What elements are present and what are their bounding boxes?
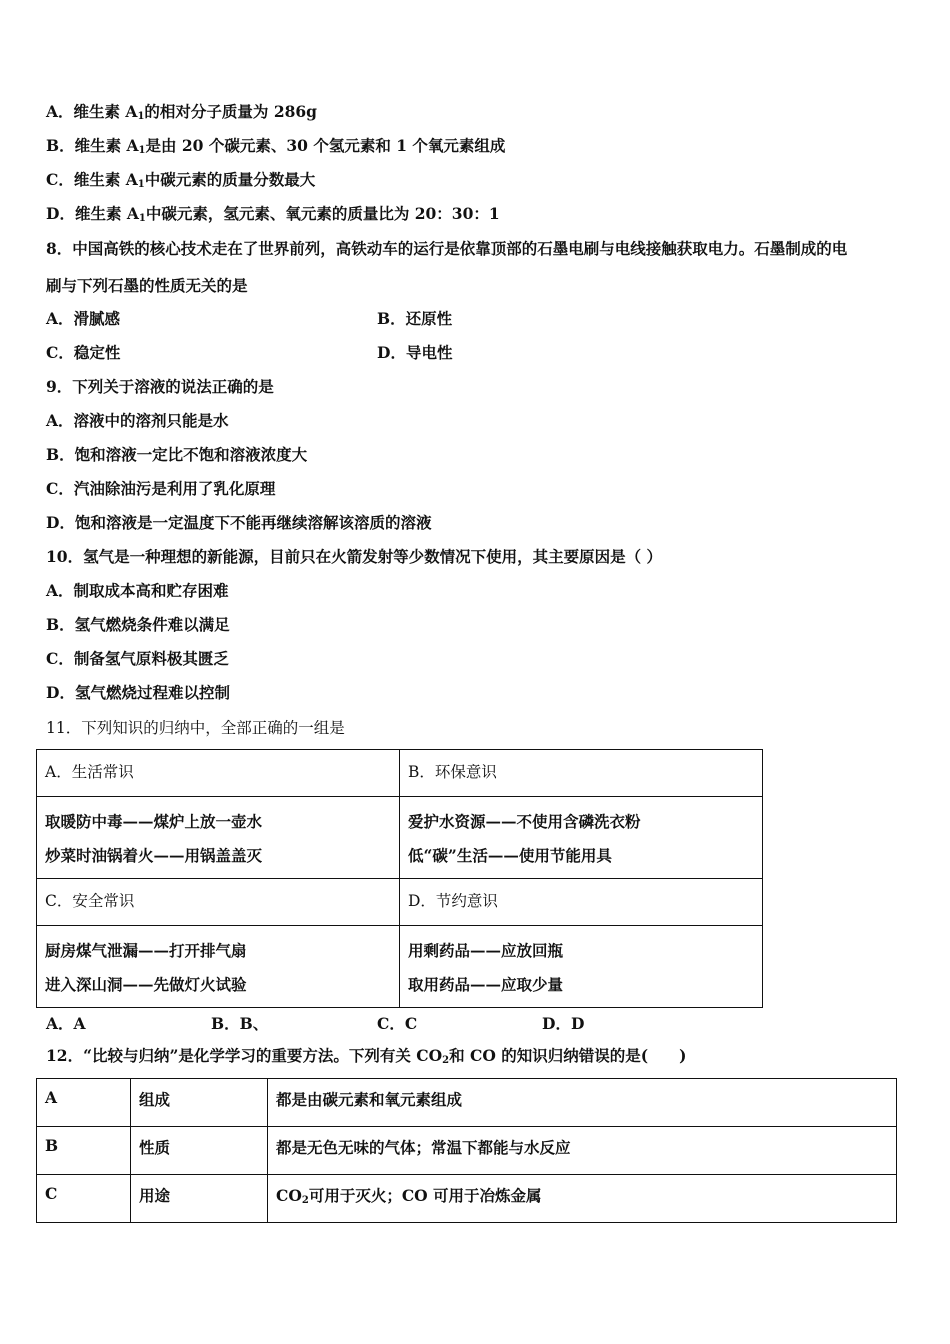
- q12-row-a: [37, 1079, 897, 1127]
- q12-key: B: [37, 1127, 131, 1175]
- q11-option-b: B．B、: [211, 1014, 269, 1033]
- q10-option-d: D．氢气燃烧过程难以控制: [46, 683, 230, 702]
- q11-cell-a-body: 取暖防中毒——煤炉上放一壶水 炒菜时油锅着火——用锅盖盖灭: [37, 797, 400, 879]
- q12-category: 用途: [131, 1175, 268, 1223]
- q10-option-b: B．氢气燃烧条件难以满足: [46, 615, 230, 634]
- q7-option-d: D．维生素 $A_1$中碳元素，氢元素、氧元素的质量比为 20：30：1: [46, 204, 500, 224]
- q11-table: [36, 749, 763, 1008]
- q9-option-c: C．汽油除油污是利用了乳化原理: [46, 479, 276, 498]
- q8-option-b: B．还原性: [377, 309, 453, 328]
- q7-option-b: B．维生素 $A_1$是由 20 个碳元素、30 个氢元素和 1 个氧元素组成: [46, 136, 506, 156]
- q11-cell-c-head: C．安全常识: [37, 879, 400, 926]
- q7-option-a: A．维生素 $A_1$的相对分子质量为 286g: [46, 102, 318, 122]
- q12-category: 性质: [131, 1127, 268, 1175]
- q12-key: A: [37, 1079, 131, 1127]
- q11-cell-a-head: A．生活常识: [37, 750, 400, 797]
- q12-stem: 12．“比较与归纳”是化学学习的重要方法。下列有关 $CO_2$和 CO 的知识归纳错误的是( ): [46, 1046, 687, 1066]
- q8-option-c: C．稳定性: [46, 343, 121, 362]
- q10-stem: 10．氢气是一种理想的新能源，目前只在火箭发射等少数情况下使用，其主要原因是（ ）: [46, 547, 662, 566]
- q11-stem: 11．下列知识的归纳中，全部正确的一组是: [46, 719, 345, 737]
- q11-cell-d-head: D．节约意识: [400, 879, 763, 926]
- q12-category: 组成: [131, 1079, 268, 1127]
- q12-text: 都是由碳元素和氧元素组成: [268, 1079, 897, 1127]
- q8-stem-line2: 刷与下列石墨的性质无关的是: [46, 276, 248, 295]
- q9-stem: 9．下列关于溶液的说法正确的是: [46, 377, 274, 396]
- q9-option-d: D．饱和溶液是一定温度下不能再继续溶解该溶质的溶液: [46, 513, 432, 532]
- q10-option-c: C．制备氢气原料极其匮乏: [46, 649, 229, 668]
- q8-option-d: D．导电性: [377, 343, 453, 362]
- q11-option-c: C．C: [377, 1014, 418, 1033]
- q11-cell-b-body: 爱护水资源——不使用含磷洗衣粉 低“碳”生活——使用节能用具: [400, 797, 763, 879]
- q11-cell-c-body: 厨房煤气泄漏——打开排气扇 进入深山洞——先做灯火试验: [37, 926, 400, 1008]
- q9-option-a: A．溶液中的溶剂只能是水: [46, 411, 229, 430]
- q8-option-a: A．滑腻感: [46, 309, 121, 328]
- q12-text: 都是无色无味的气体；常温下都能与水反应: [268, 1127, 897, 1175]
- q11-option-a: A．A: [46, 1014, 86, 1033]
- q12-table: [36, 1078, 897, 1223]
- q12-text: $CO_2$可用于灭火；CO 可用于冶炼金属: [268, 1175, 897, 1223]
- q12-row-c: [37, 1175, 897, 1223]
- q10-option-a: A．制取成本高和贮存困难: [46, 581, 229, 600]
- q12-key: C: [37, 1175, 131, 1223]
- q9-option-b: B．饱和溶液一定比不饱和溶液浓度大: [46, 445, 308, 464]
- q8-stem-line1: 8．中国高铁的核心技术走在了世界前列，高铁动车的运行是依靠顶部的石墨电刷与电线接触获取电力。石墨制成的电: [46, 239, 848, 258]
- q12-row-b: [37, 1127, 897, 1175]
- q11-cell-b-head: B．环保意识: [400, 750, 763, 797]
- q11-option-d: D．D: [542, 1014, 585, 1033]
- q7-option-c: C．维生素 $A_1$中碳元素的质量分数最大: [46, 170, 316, 190]
- q11-cell-d-body: 用剩药品——应放回瓶 取用药品——应取少量: [400, 926, 763, 1008]
